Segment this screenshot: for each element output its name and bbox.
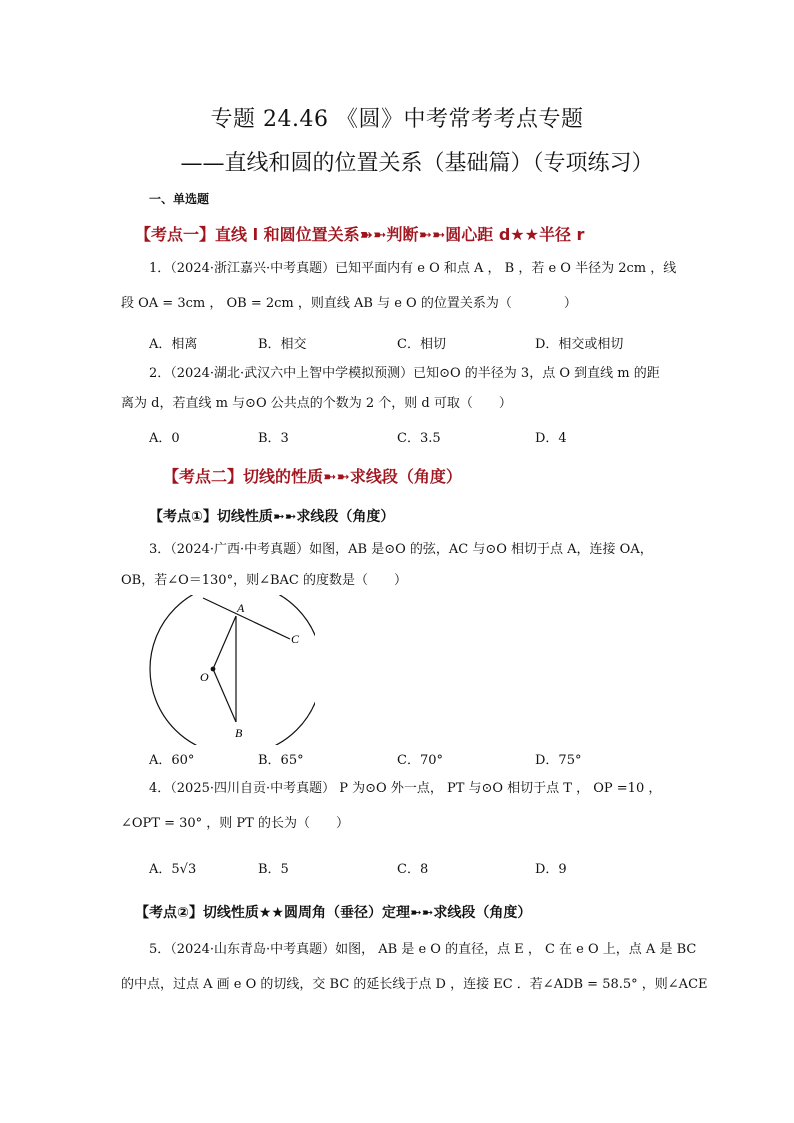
question-3-line-1: 3．（2024·广西·中考真题）如图，AB 是⊙O 的弦，AC 与⊙O 相切于点 A，连接 OA， bbox=[149, 542, 653, 557]
question-3-option-d: D．75° bbox=[535, 753, 582, 768]
question-4-option-a: A．5√3 bbox=[149, 862, 197, 877]
question-4-line-1: 4．（2025·四川自贡·中考真题） P 为⊙O 外一点， PT 与⊙O 相切于点 T ， OP =10 ， bbox=[149, 781, 662, 796]
question-5-line-2: 的中点，过点 A 画 e O 的切线，交 BC 的延长线于点 D ，连接 EC ．若∠ADB = 58.5° ，则∠ACE bbox=[121, 977, 708, 992]
question-2-option-b: B．3 bbox=[258, 431, 289, 446]
question-1-line-1: 1．（2024·浙江嘉兴·中考真题）已知平面内有 e O 和点 A ， B ，若 e O 半径为 2cm ，线 bbox=[149, 261, 677, 276]
question-3-option-a: A．60° bbox=[149, 753, 195, 768]
question-3-option-c: C．70° bbox=[397, 753, 443, 768]
section-heading: 一、单选题 bbox=[149, 192, 210, 206]
question-2-option-a: A．0 bbox=[149, 431, 180, 446]
question-3-option-b: B．65° bbox=[258, 753, 304, 768]
page-subtitle: ——直线和圆的位置关系（基础篇）（专项练习） bbox=[180, 151, 654, 176]
question-4-option-b: B．5 bbox=[258, 862, 289, 877]
question-2-option-c: C．3.5 bbox=[397, 431, 441, 446]
question-4-option-c: C．8 bbox=[397, 862, 429, 877]
page-title: 专题 24.46 《圆》中考常考考点专题 bbox=[210, 107, 584, 132]
question-2-option-d: D．4 bbox=[535, 431, 567, 446]
subtopic-heading-2: 【考点②】切线性质★★圆周角（垂径）定理➼➼求线段（角度） bbox=[135, 905, 532, 921]
subtopic-heading-1: 【考点①】切线性质➼➼求线段（角度） bbox=[149, 509, 395, 525]
question-1-option-d: D．相交或相切 bbox=[535, 337, 624, 352]
question-2-line-1: 2．（2024·湖北·武汉六中上智中学模拟预测）已知⊙O 的半径为 3，点 O 到直线 m 的距 bbox=[149, 366, 660, 381]
label-o: O bbox=[200, 670, 209, 684]
question-1-option-a: A．相离 bbox=[149, 337, 198, 352]
question-4-option-d: D．9 bbox=[535, 862, 567, 877]
question-1-option-c: C．相切 bbox=[397, 337, 446, 352]
label-a: A bbox=[237, 601, 245, 615]
question-5-line-1: 5．（2024·山东青岛·中考真题）如图， AB 是 e O 的直径，点 E ， C 在 e O 上，点 A 是 BC bbox=[149, 942, 697, 957]
label-b: B bbox=[235, 726, 243, 740]
radius-oa bbox=[213, 616, 236, 669]
question-3-line-2: OB，若∠O＝130°，则∠BAC 的度数是（ ） bbox=[121, 573, 407, 588]
question-2-line-2: 离为 d，若直线 m 与⊙O 公共点的个数为 2 个，则 d 可取（ ） bbox=[121, 396, 512, 411]
tangent-line-ac bbox=[203, 598, 290, 639]
question-1-option-b: B．相交 bbox=[258, 337, 307, 352]
question-1-line-2: 段 OA = 3cm ， OB = 2cm ，则直线 AB 与 e O 的位置关系为（ ） bbox=[121, 296, 577, 311]
center-point-o bbox=[211, 667, 216, 672]
radius-ob bbox=[213, 669, 236, 722]
topic-heading-2: 【考点二】切线的性质➼➼求线段（角度） bbox=[163, 467, 462, 486]
question-3-figure bbox=[140, 595, 315, 745]
topic-heading-1: 【考点一】直线 l 和圆位置关系➽➼判断➼➼圆心距 d★★半径 r bbox=[135, 225, 585, 244]
question-4-line-2: ∠OPT = 30° ，则 PT 的长为（ ） bbox=[121, 816, 349, 831]
circle-o bbox=[150, 595, 315, 745]
label-c: C bbox=[291, 632, 300, 646]
